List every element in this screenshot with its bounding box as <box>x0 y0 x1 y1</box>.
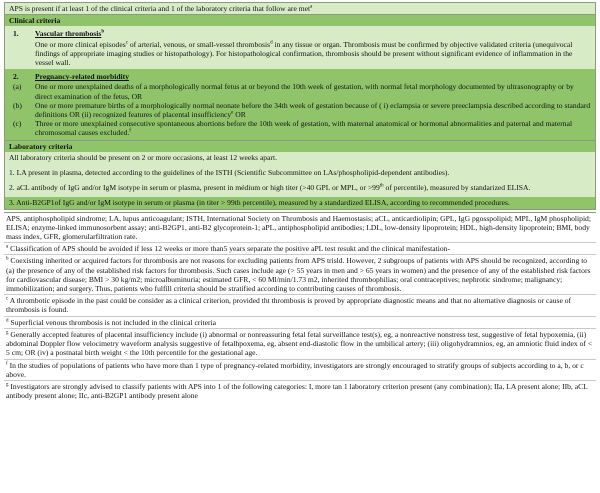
pregnancy-item-text <box>35 119 591 137</box>
pregnancy-item-c-marker: f <box>129 128 131 134</box>
vascular-marker-c: c <box>125 40 128 46</box>
intro-footnote-marker: a <box>310 4 313 10</box>
vascular-marker-d: d <box>270 40 273 46</box>
footnote-abbreviations: APS, antiphospholipid sindrome; LA, lupus anticoagulant; ISTH, International Society on Thrombosis and Haemostasis; aCL, anticardiolipin; GPL, IgG pgosspolipid; MPL, IgM phospholipid; ELISA; enzyme-linked immunosorbent assay; anti-B2GP1, anti-B2 glycoprotein-1; aPL, antiphospholipid antibodies; LDL, low-density lipoprotein; HDL, high-density lipoprotein; BMI, body mass index, GFR, glomerularfiltration rate. <box>6 213 591 242</box>
pregnancy-item-b-marker: e <box>231 110 234 116</box>
pregnancy-item-text <box>35 101 591 119</box>
vascular-text-b: of arterial, venous, or small-vessel thrombosis <box>127 39 271 49</box>
footnote <box>4 317 596 329</box>
footnote <box>4 243 596 255</box>
pregnancy-item-key: (a) <box>13 82 22 92</box>
laboratory-criteria-section <box>5 140 595 209</box>
footnote-text: Generally accepted features of placental insufficiency include (i) abnormal or nonreassuring fetal fetal surveillance test(s), eg, a nonreactive nonstress test, suggestive of fetal hypoxemia, (ii) abdominal Doppler flow velocimetry waveform analysis suggestive of fetalhpoxema, eg, absent end-diastolic flow in the umbilical artery; (iii) oligohydramnios, eg, an amniotic fluid index of < 5 cm; OR (iv) a postnatal birth weight < the 10th percentile for the gestational age. <box>6 329 593 358</box>
vascular-text-a: One or more clinical episodes <box>35 39 126 49</box>
pregnancy-item-c: Three or more unexplained consecutive spontaneous abortions before the 10th week of gestation, with maternal anatomical or hormonal abnormalities and paternal and maternal chromosomal causes excluded. <box>35 119 573 138</box>
laboratory-item <box>5 167 595 178</box>
pregnancy-item-key: (c) <box>13 119 22 129</box>
clinical-criteria-title: Clinical criteria <box>9 16 61 26</box>
vascular-thrombosis-block <box>5 26 595 69</box>
laboratory-item-2-marker: th <box>379 183 384 189</box>
laboratory-intro: All laboratory criteria should be present on 2 or more occasions, at least 12 weeks apart. <box>9 152 278 162</box>
footnote-text: A thrombotic episode in the past could be consider as a clinical criterion, provided tht thrombosis is proved by appropriate diagnostic means and that no alternative diagnosis or cause of thrombosis is found. <box>6 296 572 315</box>
pregnancy-item-b-tail: OR <box>233 110 246 120</box>
footnote-text: Investigators are strongly advised to classify patients with APS into 1 of the following categories: I, more tan 1 laboratory criterion present (any combination); IIa, LA present alone; IIb, aCL antibody present alone; IIc, anti-B2GP1 antibody present alone <box>6 381 588 401</box>
criteria-table <box>4 2 596 210</box>
pregnancy-item-key: (b) <box>13 100 22 110</box>
footnote-marker: f <box>6 360 8 366</box>
intro-statement <box>5 3 595 15</box>
pregnancy-number: 2. <box>13 72 19 82</box>
footnote-marker: g <box>6 330 9 336</box>
footnote-text: Coexisting inherited or acquired factors for thrombosis are not reasons for excluding patients from APS trisld. However, 2 subgroups of patients with APS should be recognized, according to (a) the presence of any of the established risk factors for thrombosis. Such cases include age (> 55 years in men and > 65 years in women) and the presence of any of the established risk factors for cardiovascular disease; BMI > 30 kg/m2; microalbuminuria; estimated GFR, < 60 Ml/min/1.73 m2, inherited thrombophilias; oral contraceptives; nephrotic sindrome; malignancy; immobilization; and surgery. Thus, patients who fulfill criteria should be stratified according to contributing causes of thrombosis. <box>6 256 591 294</box>
pregnancy-item-a: One or more unexplained deaths of a morphologically normal fetus at or beyond the 10th week of gestation, with normal fetal morphology documented by ultrasonography or by direct examination of the fetus, OR <box>35 82 574 101</box>
clinical-criteria-section <box>5 15 595 139</box>
laboratory-criteria-title: Laboratory criteria <box>5 140 595 152</box>
footnote-marker: b <box>6 256 9 262</box>
footnote-text: In the studies of populations of patients who have more than 1 type of pregnancy-related morbidity, investigators are strongly encouraged to stratify groups of subjects according to a, b, or c above. <box>6 360 584 379</box>
pregnancy-item-b: One or more premature births of a morphologically normal neonate before the 34th week of gestation because of ( i) eclampsia or severe preeclampsia described according to standard definitions OR (ii) recognized features of placental insufficiency <box>35 100 591 120</box>
footnote <box>4 360 596 381</box>
vascular-title: Vascular thrombosis <box>35 29 102 39</box>
footnote <box>4 213 596 244</box>
footnote-marker: g <box>6 382 9 388</box>
pregnancy-criteria-list <box>9 82 591 137</box>
footnote <box>4 295 596 316</box>
footnote <box>4 329 596 360</box>
footnote-marker: c <box>6 296 9 302</box>
vascular-text-c: in any tissue or organ. Thrombosis must be confirmed by objective validated criteria (unequivocal findings of appropriate imaging studies or histopathology). For histopathological confirmation, thrombosis should be present without significant evidence of inflammation in the vessel wall. <box>35 39 573 68</box>
vascular-number: 1. <box>13 29 19 39</box>
laboratory-item-2: 2. aCL antibody of IgG and/or IgM isotype in serum or plasma, present in médium or high titer (>40 GPL or MPL, or >99 <box>9 183 380 193</box>
footnote-marker: a <box>6 244 9 250</box>
laboratory-item <box>5 197 595 208</box>
vascular-thrombosis-heading <box>13 29 591 38</box>
vascular-thrombosis-text <box>35 40 591 68</box>
footnote-text: Classification of APS should be avoided if less 12 weeks or more than5 years separate the positive aPL test resukt and the clinical manifestation- <box>8 244 450 254</box>
laboratory-item-3: 3. Anti-B2GP1of IgG and/or IgM isotype in serum or plasma (in titer > 99th percentile), measured by a standardized ELISA, according to recommended procedures. <box>9 198 510 208</box>
laboratory-item-2-tail: of percentile), measured by standarized ELISA. <box>383 183 531 193</box>
footnote <box>4 381 596 401</box>
footnotes <box>4 212 596 402</box>
pregnancy-morbidity-heading <box>13 72 591 81</box>
pregnancy-item-text <box>35 82 591 100</box>
pregnancy-title: Pregnancy-related morbidity <box>35 72 129 82</box>
footnote-marker: d <box>6 318 9 324</box>
pregnancy-morbidity-block <box>5 69 595 139</box>
vascular-title-marker: b <box>101 29 105 35</box>
footnote <box>4 255 596 295</box>
intro-text: APS is present if at least 1 of the clinical criteria and 1 of the laboratory criteria that follow are met <box>9 4 311 13</box>
laboratory-item-1: 1. LA present in plasma, detected according to the guidelines of the ISTH (Scientific Subcommittee on LAs/phospholipid-dependent antibodies). <box>9 168 450 178</box>
criteria-document <box>4 2 596 401</box>
footnote-text: Superficial venous thrombosis is not included in the clinical criteria <box>8 317 217 327</box>
laboratory-item <box>5 182 595 193</box>
